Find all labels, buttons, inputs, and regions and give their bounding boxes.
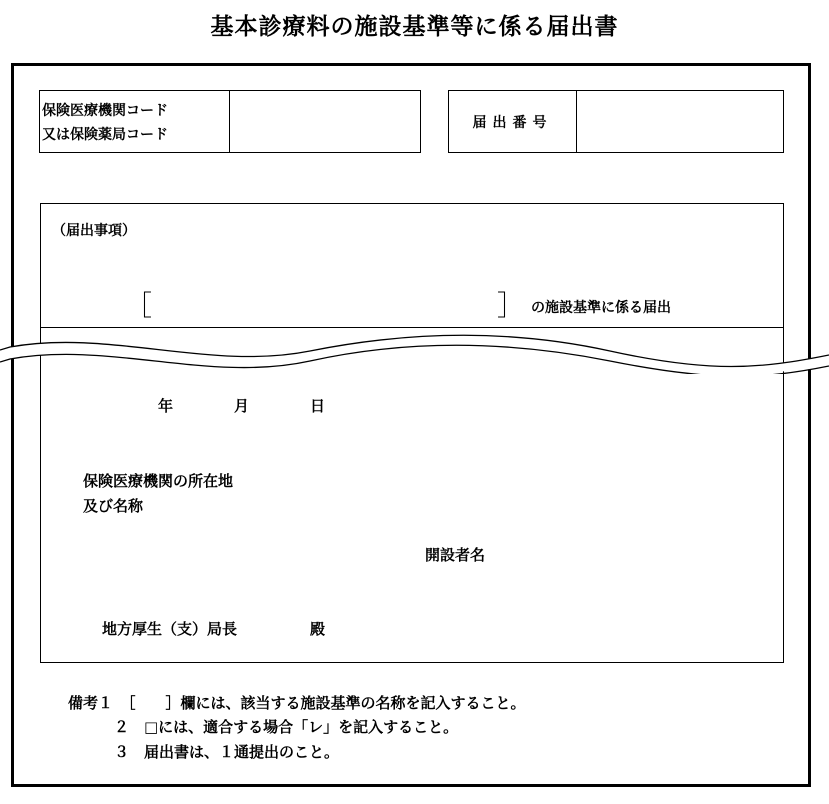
institution-code-box (39, 90, 421, 153)
notification-number-box (448, 90, 784, 153)
notification-number-field[interactable] (577, 91, 783, 152)
note-line-3: ３ 届出書は、１通提出のこと。 (114, 743, 340, 761)
founder-label: 開設者名 (425, 546, 486, 564)
note-line-1: 備考１ ［ ］欄には、該当する施設基準の名称を記入すること。 (68, 694, 526, 712)
institution-code-label-line1: 保険医療機関コード (42, 103, 168, 119)
day-label: 日 (310, 397, 326, 415)
page-title: 基本診療料の施設基準等に係る届出書 (210, 14, 619, 40)
institution-code-field[interactable] (230, 91, 420, 152)
notification-main-box (40, 203, 784, 663)
institution-code-label (40, 91, 230, 152)
notification-number-label: 届出番号 (449, 91, 577, 152)
institution-label (83, 469, 233, 519)
bracket-close: ］ (497, 289, 526, 322)
notification-heading: （届出事項） (52, 223, 136, 239)
bureau-label: 地方厚生（支）局長 (102, 620, 238, 638)
note-line-2: ２ □には、適合する場合「レ」を記入すること。 (114, 718, 459, 736)
institution-label-line1: 保険医療機関の所在地 (83, 472, 234, 490)
year-label: 年 (158, 397, 174, 415)
bracket-open: ［ (124, 289, 153, 322)
notification-suffix: の施設基準に係る届出 (531, 300, 671, 316)
section-divider (40, 327, 784, 328)
institution-code-label-line2: 又は保険薬局コード (42, 127, 168, 143)
month-label: 月 (234, 397, 250, 415)
honorific-label: 殿 (310, 620, 326, 638)
omission-wave-mark (0, 330, 829, 374)
institution-label-line2: 及び名称 (83, 497, 144, 515)
